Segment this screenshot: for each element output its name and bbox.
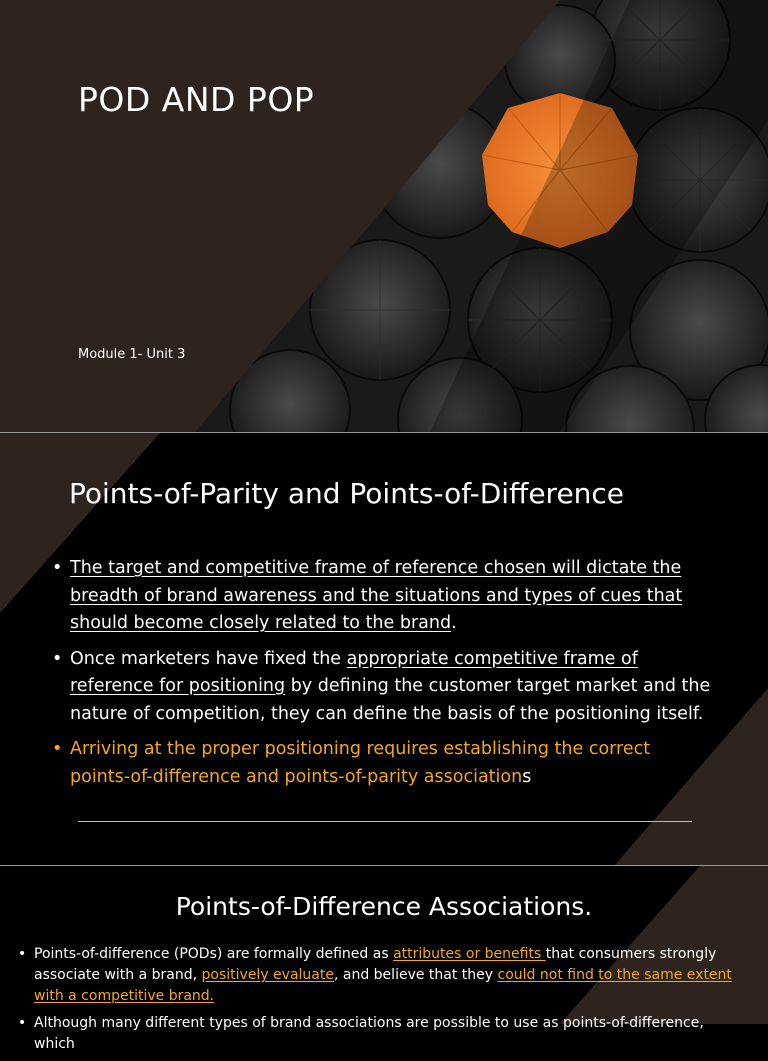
slide-heading: Points-of-Parity and Points-of-Difference <box>69 477 625 510</box>
bullet-text: Although many different types of brand associations are possible to use as points-of-difference, which <box>34 1015 704 1052</box>
bullet-text: . <box>451 613 457 633</box>
underlined-text: The target and competitive frame of reference chosen will dictate the breadth of brand awareness and the situations and types of cues that should become closely related to the brand <box>70 558 683 633</box>
bullet-text: Once marketers have fixed the <box>70 648 347 669</box>
bullet-text: , and believe that they <box>333 967 498 983</box>
bullet-item-highlight <box>52 736 712 791</box>
title-slide <box>0 0 768 432</box>
umbrellas-photo <box>0 0 768 432</box>
bullet-item <box>52 555 712 638</box>
pod-associations-slide <box>0 866 768 1052</box>
bullet-item <box>18 944 743 1007</box>
pop-pod-slide <box>0 433 768 865</box>
bullet-item <box>18 1013 743 1055</box>
bullet-text: by defining the customer target market and the nature of competition, they can define the basis of the positioning itself. <box>70 676 711 724</box>
bullet-marker: • <box>18 1015 27 1031</box>
bullet-marker: • <box>52 648 63 669</box>
bullet-list <box>18 944 743 1061</box>
slide-heading: Points-of-Difference Associations. <box>175 892 593 921</box>
bullet-marker: • <box>52 739 63 759</box>
bullet-marker: • <box>18 946 27 962</box>
slide-title: POD AND POP <box>78 80 315 119</box>
highlight-link[interactable]: could not find to the same extent with a competitive brand. <box>34 967 732 1004</box>
bullet-item <box>52 646 712 729</box>
underlined-text: appropriate competitive frame of reference for positioning <box>70 648 638 696</box>
slide-subtitle: Module 1- Unit 3 <box>78 347 186 362</box>
bullet-text: that consumers strongly associate with a brand, <box>34 946 717 983</box>
bullet-text: Points-of-difference (PODs) are formally defined as <box>34 946 394 962</box>
highlight-text: Arriving at the proper positioning requires establishing the correct points-of-difference and points-of-parity association <box>70 739 651 787</box>
highlight-link[interactable]: attributes or benefits <box>393 946 546 962</box>
horizontal-rule <box>78 821 692 822</box>
bullet-text-tail: s <box>522 766 532 787</box>
highlight-link[interactable]: positively evaluate <box>201 967 334 983</box>
bullet-marker: • <box>52 558 63 578</box>
bullet-list <box>52 555 712 799</box>
